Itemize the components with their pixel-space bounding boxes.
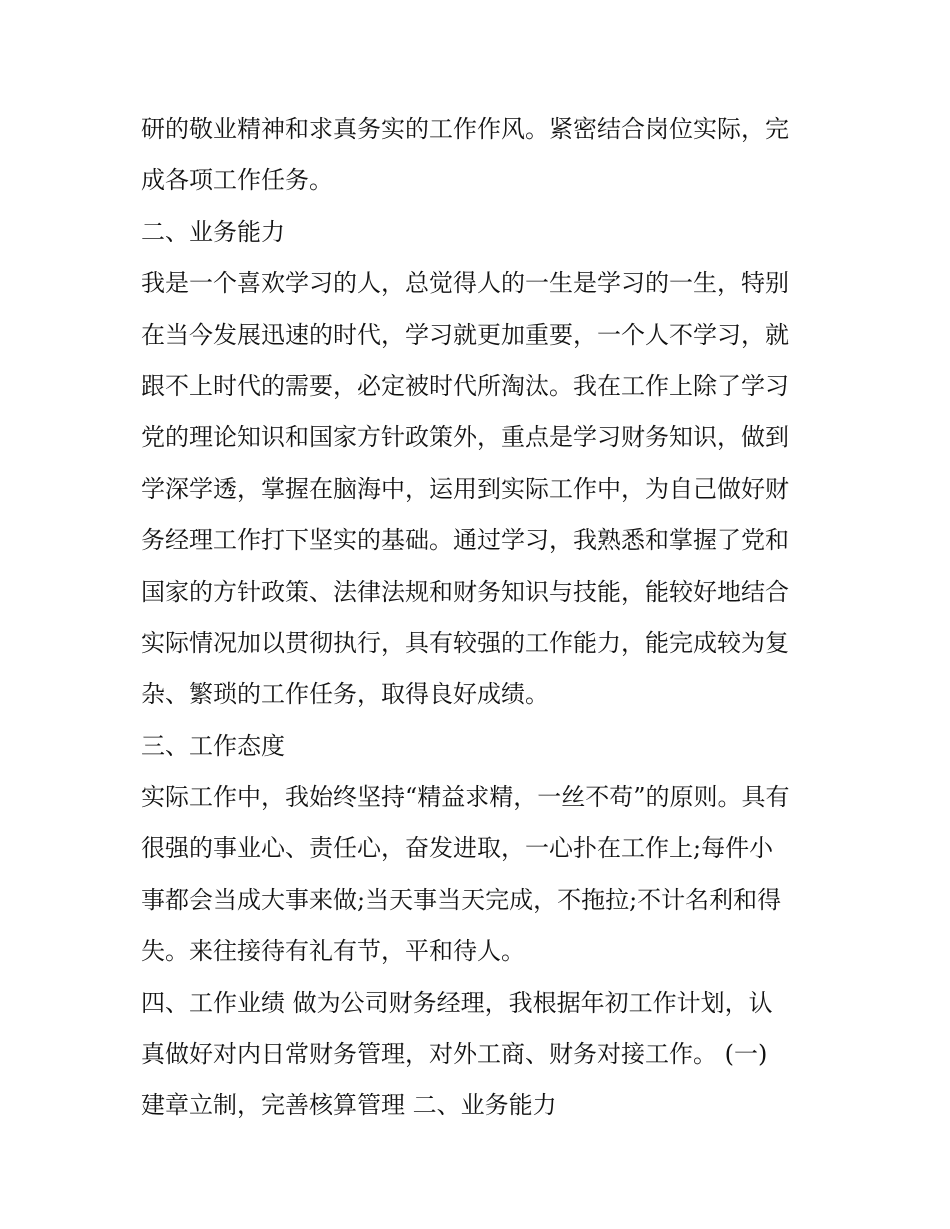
section-heading: 三、工作态度 <box>141 731 285 760</box>
text-line: 失。来往接待有礼有节，平和待人。 <box>141 937 525 966</box>
text-line: 事都会当成大事来做;当天事当天完成，不拖拉;不计名利和得 <box>141 885 782 914</box>
text-line: 建章立制，完善核算管理 二、业务能力 <box>141 1091 557 1120</box>
document-body <box>141 104 821 1132</box>
text-line: 跟不上时代的需要，必定被时代所淘汰。我在工作上除了学习 <box>141 371 789 400</box>
text-line: 实际情况加以贯彻执行，具有较强的工作能力，能完成较为复 <box>141 628 789 657</box>
text-line: 真做好对内日常财务管理，对外工商、财务对接工作。 (一) <box>141 1040 768 1069</box>
text-line: 务经理工作打下坚实的基础。通过学习，我熟悉和掌握了党和 <box>141 526 789 555</box>
text-line: 成各项工作任务。 <box>141 166 333 195</box>
text-line: 研的敬业精神和求真务实的工作作风。紧密结合岗位实际，完 <box>141 115 789 143</box>
text-line: 很强的事业心、责任心，奋发进取，一心扑在工作上;每件小 <box>141 834 774 863</box>
text-line: 国家的方针政策、法律法规和财务知识与技能，能较好地结合 <box>141 577 789 606</box>
text-line: 党的理论知识和国家方针政策外，重点是学习财务知识，做到 <box>141 423 789 452</box>
text-line: 实际工作中，我始终坚持“精益求精，一丝不苟”的原则。具有 <box>141 783 790 812</box>
text-line: 学深学透，掌握在脑海中，运用到实际工作中，为自己做好财 <box>141 474 789 503</box>
text-line: 在当今发展迅速的时代，学习就更加重要，一个人不学习，就 <box>141 320 789 349</box>
text-line: 杂、繁琐的工作任务，取得良好成绩。 <box>141 680 549 709</box>
section-heading: 二、业务能力 <box>141 217 285 246</box>
text-line: 我是一个喜欢学习的人，总觉得人的一生是学习的一生，特别 <box>141 269 789 298</box>
section-heading: 四、工作业绩 做为公司财务经理，我根据年初工作计划，认 <box>141 988 773 1017</box>
